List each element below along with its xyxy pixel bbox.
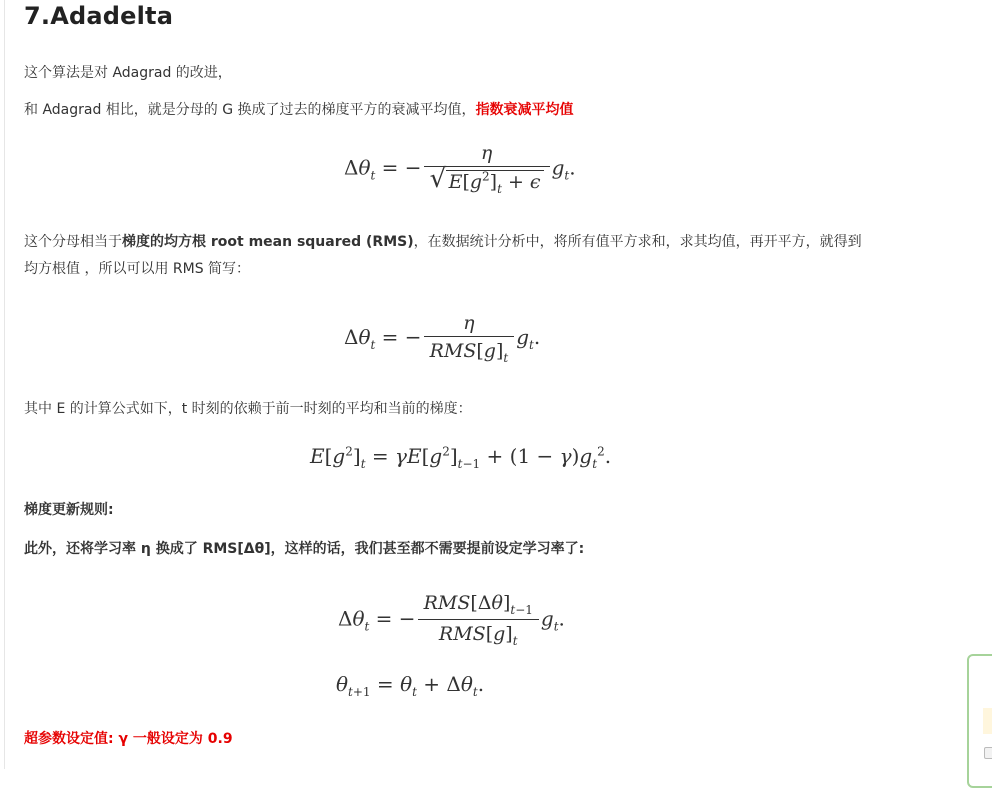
section-title: 7.Adadelta [24, 2, 174, 30]
rms-prefix: 这个分母相当于 [24, 234, 122, 250]
formula-delta-theta: $\Delta\theta_t$ = − $\frac{RMS[\Delta\theta]_{t-1}}{RMS[g]_t}$ $g_t$. [338, 592, 565, 648]
formula-adadelta-rms: $\Delta\theta_t$ = − $\frac{\eta}{RMS[g]_t}$ $g_t$. [344, 312, 541, 365]
paragraph-comparison [24, 97, 574, 123]
paragraph-intro: 这个算法是对 Adagrad 的改进， [24, 65, 232, 81]
widget-panel [983, 708, 992, 734]
paragraph-rms-line2: 均方根值 ，所以可以用 RMS 简写： [24, 261, 251, 277]
comparison-text: 和 Adagrad 相比，就是分母的 G 换成了过去的梯度平方的衰减平均值， [24, 102, 476, 118]
side-floating-widget[interactable] [967, 654, 992, 788]
paragraph-rms-explanation [24, 229, 862, 255]
highlight-exponential-decay: 指数衰减平均值 [475, 102, 574, 118]
hyperparameter-note: 超参数设定值: γ 一般设定为 0.9 [24, 731, 233, 747]
paragraph-learning-rate: 此外，还将学习率 η 换成了 RMS[Δθ]，这样的话，我们甚至都不需要提前设定学习率了: [24, 541, 585, 557]
widget-icon[interactable] [984, 747, 992, 759]
formula-adadelta-sqrt: $\Delta\theta_t$ = − η √ $E[g^2]_t + \epsilon$ $g_t$. [344, 142, 576, 197]
formula-expectation: $E[g^2]_t = \gamma E[g^2]_{t-1} + (1 - \gamma)g_t^2$. [310, 444, 612, 471]
paragraph-e-formula-intro: 其中 E 的计算公式如下，t 时刻的依赖于前一时刻的平均和当前的梯度： [24, 401, 472, 417]
rms-bold-term: 梯度的均方根 root mean squared (RMS) [122, 234, 414, 250]
rms-rest: ，在数据统计分析中，将所有值平方求和，求其均值，再开平方，就得到 [413, 234, 862, 250]
left-border [4, 0, 5, 769]
heading-update-rule: 梯度更新规则: [24, 502, 114, 518]
formula-theta-update: $\theta_{t+1} = \theta_t + \Delta\theta_t$. [336, 672, 485, 699]
